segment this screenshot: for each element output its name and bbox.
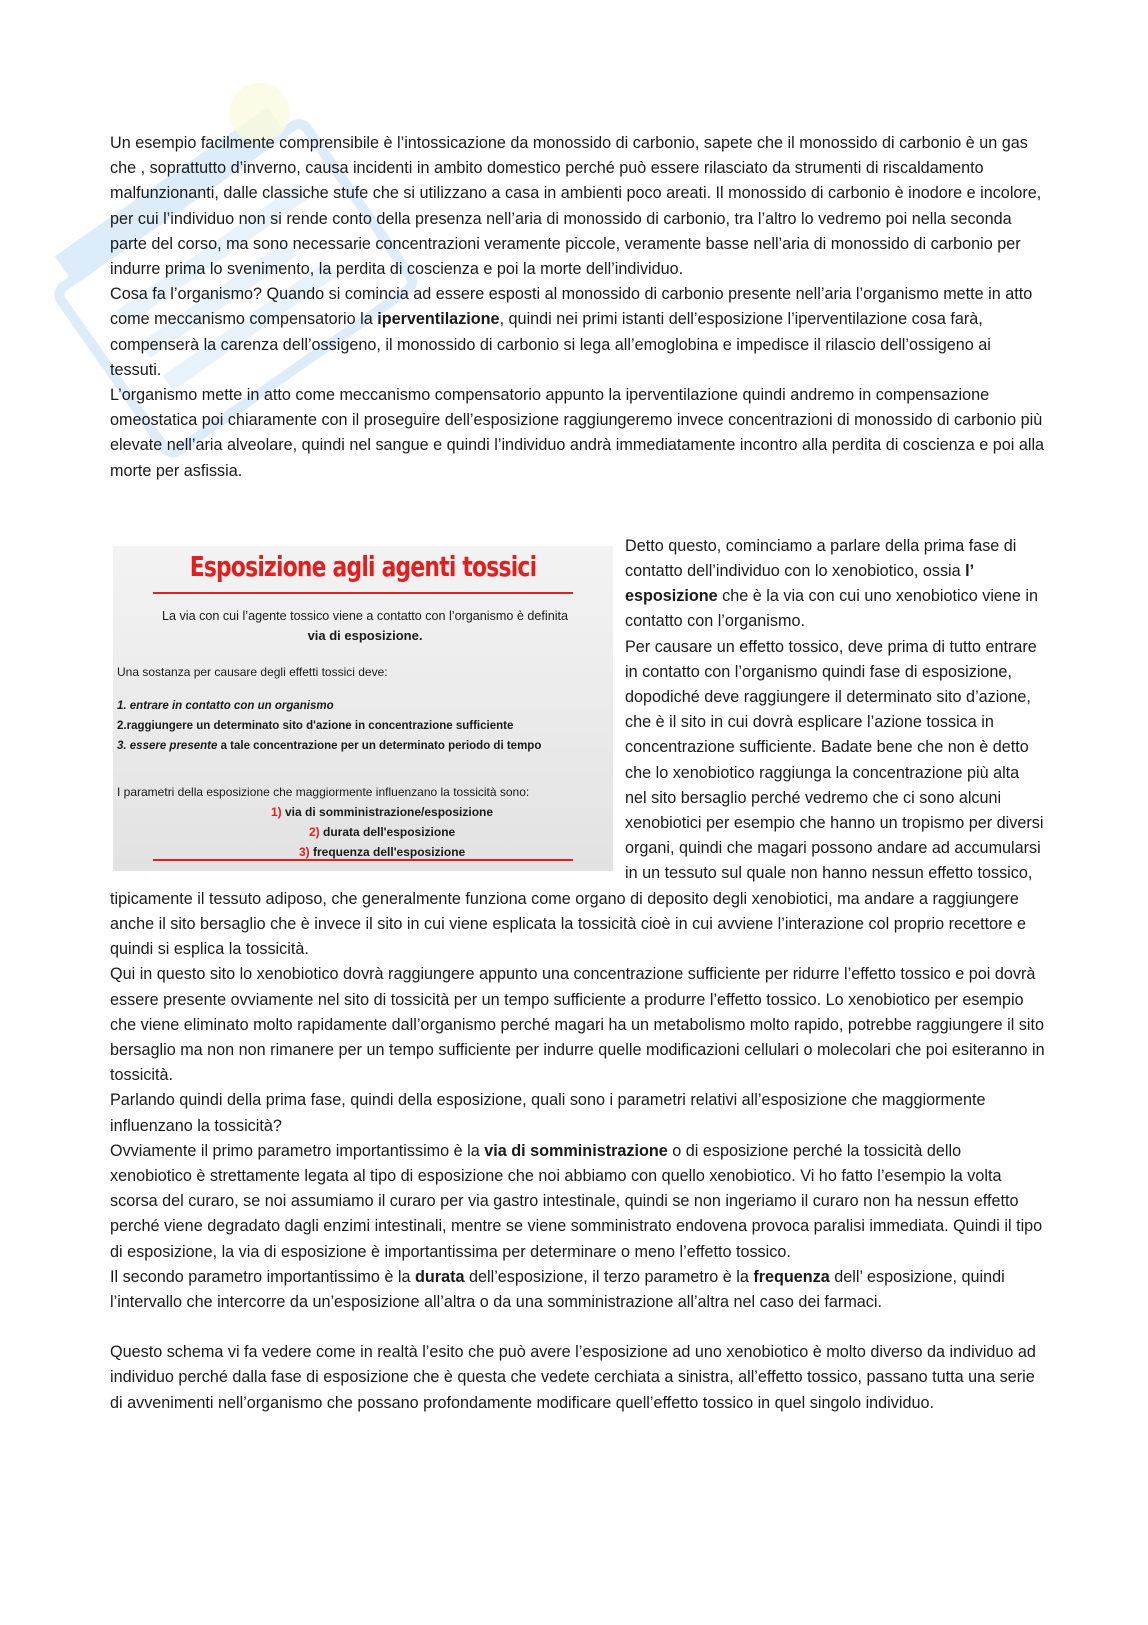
- slide-param-1: 1) via di somministrazione/esposizione: [271, 804, 494, 819]
- paragraph-exposure-parameters: Parlando quindi della prima fase, quindi della esposizione, quali sono i parametri relativi all’esposizione che maggiormente influenzano la tossicità?: [110, 1091, 986, 1135]
- slide-requirements-intro: Una sostanza per causare degli effetti tossici deve:: [117, 664, 388, 679]
- paragraph-organism-response: Cosa fa l’organismo? Quando si comincia ad essere esposti al monossido di carbonio presente nell’aria l’organismo mette in atto come meccanismo compensatorio la iperventilazione, quindi nei primi istanti dell’esposizione l’iperventilazione cosa farà, compenserà la carenza dell’ossigeno, il monossido di carbonio si lega all’emoglobina e impedisce il rilascio dell’ossigeno ai tessuti.: [110, 285, 1033, 379]
- paragraph-scheme: Questo schema vi fa vedere come in realtà l’esito che può avere l’esposizione ad uno xenobiotico è molto diverso da individuo ad individuo perché dalla fase di esposizione che è questa che vedete cerchiata a sinistra, all’effetto tossico, passano tutta una serie di avvenimenti nell’organismo che possano profondamente modificare quell’effetto tossico in quel singolo individuo.: [110, 1343, 1036, 1412]
- slide-requirements-list: [117, 696, 541, 756]
- exposure-slide-image: [113, 546, 613, 871]
- paragraph-co-intro: Un esempio facilmente comprensibile è l’intossicazione da monossido di carbonio, sapete che il monossido di carbonio è un gas che , soprattutto d’inverno, causa incidenti in ambito domestico perché può essere rilasciato da strumenti di riscaldamento malfunzionanti, dalle classiche stufe che si utilizzano a casa in ambienti poco areati. Il monossido di carbonio è inodore e incolore, per cui l’individuo non si rende conto della presenza nell’aria di monossido di carbonio, tra l’altro lo vedremo poi nella seconda parte del corso, ma sono necessarie concentrazioni veramente piccole, veramente basse nell’aria di monossido di carbonio per indurre prima lo svenimento, la perdita di coscienza e poi la morte dell’individuo.: [110, 134, 1042, 279]
- slide-req-3: 3. essere presente a tale concentrazione per un determinato periodo di tempo: [117, 739, 542, 752]
- slide-req-1: 1. entrare in contatto con un organismo: [117, 699, 334, 712]
- paragraph-exposure-definition: Detto questo, cominciamo a parlare della prima fase di contatto dell’individuo con lo xenobiotico, ossia l’ esposizione che è la via con cui uno xenobiotico viene in contatto con l’organismo.: [625, 536, 1039, 631]
- paragraph-compensation: L’organismo mette in atto come meccanismo compensatorio appunto la iperventilazione quindi andremo in compensazione omeostatica poi chiaramente con il proseguire dell’esposizione raggiungeremo invece concentrazioni di monossido di carbonio più elevate nell’aria alveolare, quindi nel sangue e quindi l’individuo andrà immediatamente incontro alla perdita di coscienza e poi alla morte per asfissia.: [110, 386, 1045, 480]
- slide-params-intro: I parametri della esposizione che maggiormente influenzano la tossicità sono:: [117, 784, 530, 799]
- slide-req-2: 2.raggiungere un determinato sito d'azione in concentrazione sufficiente: [117, 719, 514, 732]
- slide-title-underline: [153, 592, 573, 594]
- slide-definition: La via con cui l’agente tossico viene a contatto con l’organismo è definita via di esposizione.: [161, 608, 569, 643]
- paragraph-route-of-administration: Ovviamente il primo parametro importantissimo è la via di somministrazione o di esposizione perché la tossicità dello xenobiotico è strettamente legata al tipo di esposizione che noi abbiamo con quello xenobiotico. Vi ho fatto l’esempio la volta scorsa del curaro, se noi assumiamo il curaro per via gastro intestinale, quindi se non ingeriamo il curaro non ha nessun effetto perché viene degradato dagli enzimi intestinali, mentre se viene somministrato endovena provoca paralisi immediata. Quindi il tipo di esposizione, la via di esposizione è importantissima per determinare o meno l’effetto tossico.: [110, 1141, 1043, 1261]
- slide-bottom-underline: [153, 859, 573, 861]
- paragraph-duration-frequency: Il secondo parametro importantissimo è la durata dell’esposizione, il terzo parametro è la frequenza dell’ esposizione, quindi l’intervallo che intercorre da un’esposizione all’altra o da una somministrazione all’altra nel caso dei farmaci.: [110, 1267, 1005, 1311]
- document-body: [110, 131, 1045, 1416]
- paragraph-toxic-effect: Per causare un effetto tossico, deve prima di tutto entrare in contatto con l’organismo quindi fase di esposizione, dopodiché deve raggiungere il determinato sito d’azione, che è il sito in cui dovrà esplicare l’azione tossica in concentrazione sufficiente. Badate bene che non è detto che lo xenobiotico raggiunga la concentrazione più alta nel sito bersaglio perché vedremo che ci sono alcuni xenobiotici per esempio che hanno un tropismo per diversi organi, quindi che magari possono andare ad accumularsi in un tessuto sul quale non hanno nessun effetto tossico, tipicamente il tessuto adiposo, che generalmente funziona come organo di deposito degli xenobiotici, ma andare a raggiungere anche il sito bersaglio che è invece il sito in cui viene esplicata la tossicità cioè in cui avviene l’interazione col proprio recettore e quindi si esplica la tossicità.: [110, 637, 1044, 959]
- paragraph-target-site: Qui in questo sito lo xenobiotico dovrà raggiungere appunto una concentrazione sufficiente per ridurre l’effetto tossico e poi dovrà essere presente ovviamente nel sito di tossicità per un tempo sufficiente a produrre l’effetto tossico. Lo xenobiotico per esempio che viene eliminato molto rapidamente dall’organismo perché magari ha un metabolismo molto rapido, potrebbe raggiungere il sito bersaglio ma non non rimanere per un tempo sufficiente per indurre quelle modificazioni cellulari o molecolari che poi esiteranno in tossicità.: [110, 965, 1045, 1085]
- slide-param-3: 3) frequenza dell'esposizione: [299, 844, 466, 859]
- slide-title: Esposizione agli agenti tossici: [189, 549, 537, 583]
- slide-param-2: 2) durata dell'esposizione: [309, 824, 456, 839]
